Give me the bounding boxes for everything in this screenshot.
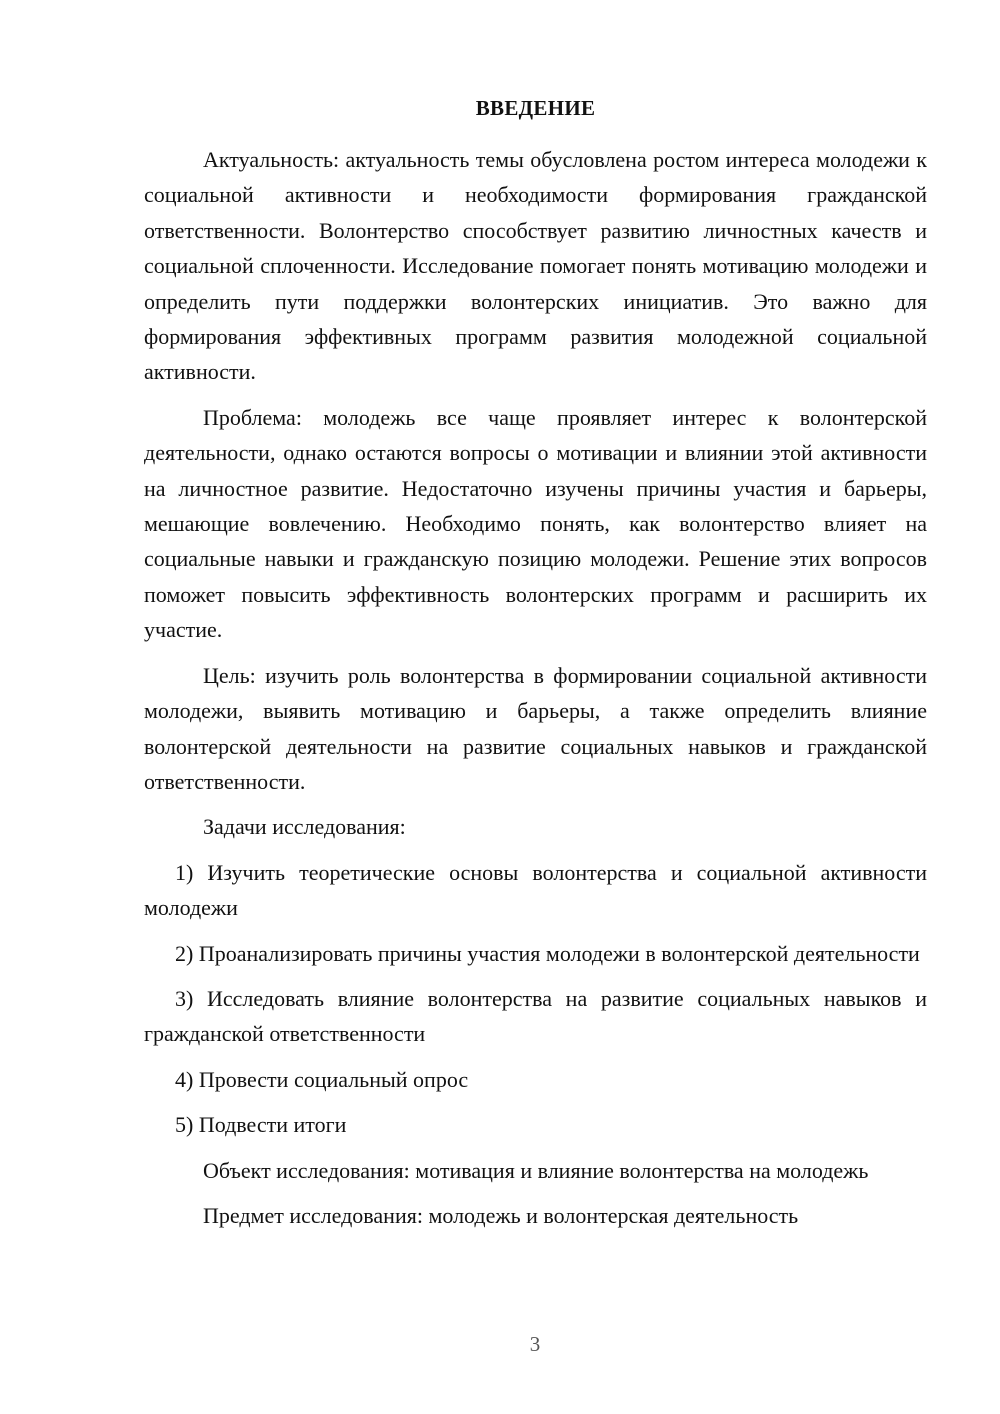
task-item-5: 5) Подвести итоги xyxy=(175,1112,347,1138)
task-item-4: 4) Провести социальный опрос xyxy=(175,1066,469,1092)
document-body xyxy=(144,142,927,1243)
task-item-2: 2) Проанализировать причины участия молодежи в волонтерской деятельности xyxy=(175,940,920,966)
paragraph-subject: Предмет исследования: молодежь и волонтерская деятельность xyxy=(203,1202,799,1228)
task-item-3: 3) Исследовать влияние волонтерства на развитие социальных навыков и гражданской ответственности xyxy=(144,985,927,1047)
page-title: ВВЕДЕНИЕ xyxy=(475,96,596,120)
paragraph-tasks-heading: Задачи исследования: xyxy=(203,814,406,840)
paragraph-goal: Цель: изучить роль волонтерства в формировании социальной активности молодежи, выявить мотивацию и барьеры, а также определить влияние волонтерской деятельности на развитие социальных навыков и гражданской ответственности. xyxy=(144,662,927,794)
paragraph-object: Объект исследования: мотивация и влияние волонтерства на молодежь xyxy=(203,1157,869,1183)
task-item-1: 1) Изучить теоретические основы волонтерства и социальной активности молодежи xyxy=(144,859,927,921)
paragraph-relevance: Актуальность: актуальность темы обусловлена ростом интереса молодежи к социальной активности и необходимости формирования гражданской ответственности. Волонтерство способствует развитию личностных качеств и социальной сплоченности. Исследование помогает понять мотивацию молодежи и определить пути поддержки волонтерских инициатив. Это важно для формирования эффективных программ развития молодежной социальной активности. xyxy=(144,147,927,385)
page-number: 3 xyxy=(529,1332,541,1356)
paragraph-problem: Проблема: молодежь все чаще проявляет интерес к волонтерской деятельности, однако остаются вопросы о мотивации и влиянии этой активности на личностное развитие. Недостаточно изучены причины участия и барьеры, мешающие вовлечению. Необходимо понять, как волонтерство влияет на социальные навыки и гражданскую позицию молодежи. Решение этих вопросов поможет повысить эффективность волонтерских программ и расширить их участие. xyxy=(144,404,927,643)
